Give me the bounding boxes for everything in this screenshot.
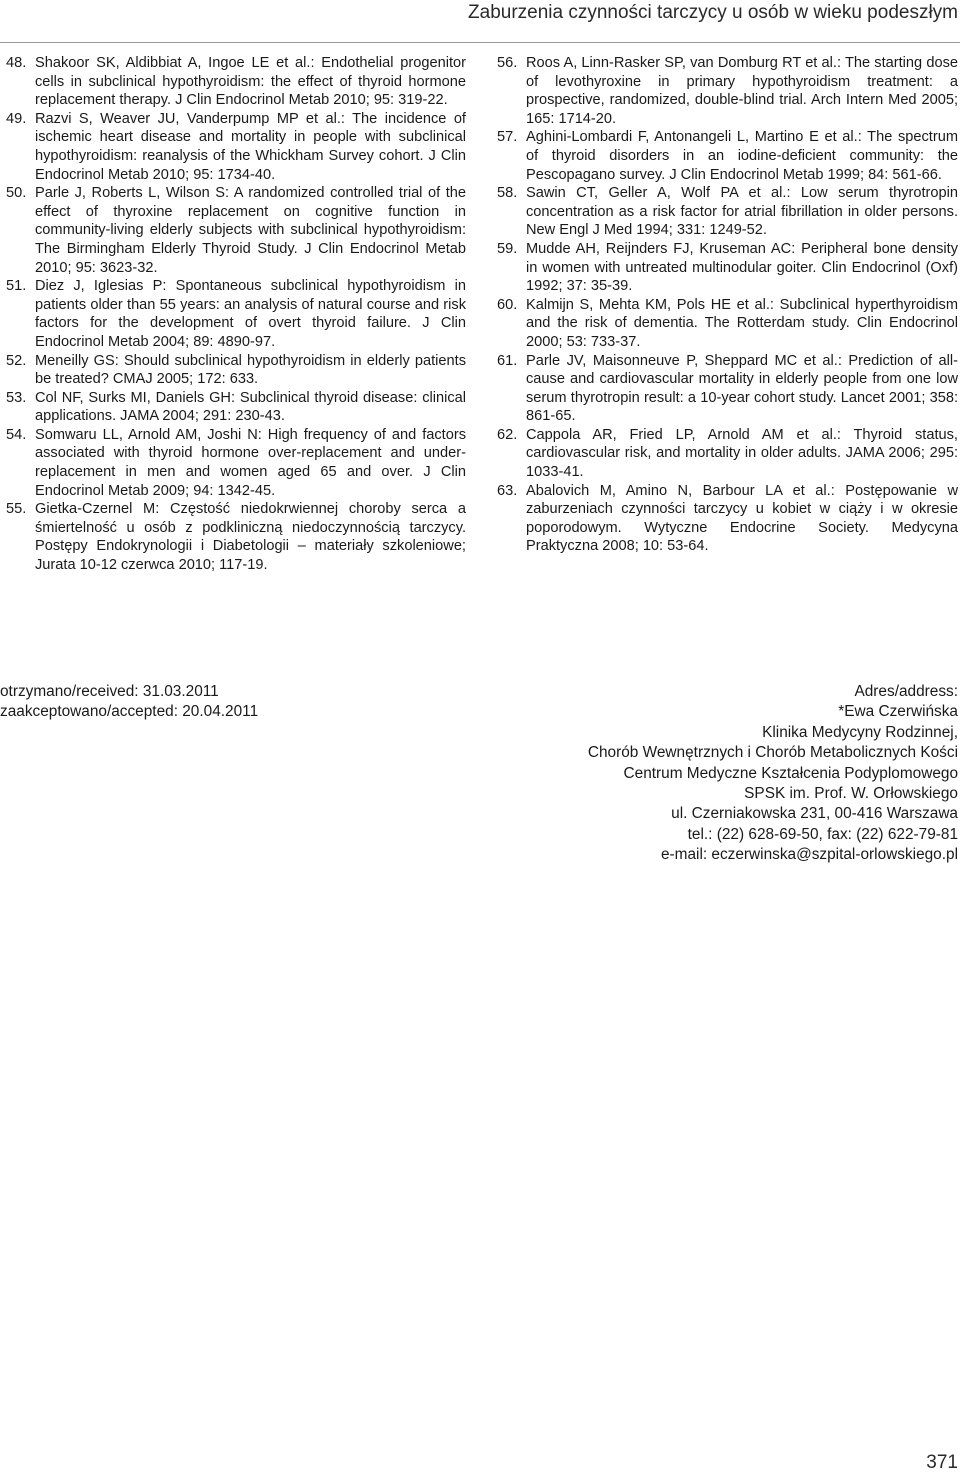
reference-number: 56.: [497, 55, 518, 71]
reference-item: [497, 296, 958, 352]
author-name: *Ewa Czerwińska: [838, 703, 958, 721]
reference-item: [6, 277, 466, 351]
article-dates: [0, 682, 258, 723]
reference-item: [497, 128, 958, 184]
reference-number: 48.: [6, 55, 27, 71]
reference-text: Razvi S, Weaver JU, Vanderpump MP et al.: The incidence of ischemic heart disease and mortality in people with subclinical hypothyroidism: reanalysis of the Whickham Survey cohort. J Clin Endocrinol Metab 2010; 95: 1734-40.: [35, 110, 466, 183]
reference-text: Cappola AR, Fried LP, Arnold AM et al.: Thyroid status, cardiovascular risk, and mortality in older adults. JAMA 2006; 295: 1033-41.: [526, 426, 958, 481]
reference-number: 51.: [6, 278, 27, 295]
reference-text: Gietka-Czernel M: Częstość niedokrwiennej choroby serca a śmiertelność u osób z podkliniczną niedoczynnością tarczycy. Postępy Endokrynologii i Diabetologii – materiały szkoleniowe; Jurata 10-12 czerwca 2010; 117-19.: [35, 501, 466, 574]
address-label: Adres/address:: [854, 683, 958, 700]
reference-item: [497, 426, 958, 482]
address-line: Klinika Medycyny Rodzinnej,: [762, 723, 958, 741]
reference-number: 58.: [497, 185, 518, 202]
reference-text: Diez J, Iglesias P: Spontaneous subclinical hypothyroidism in patients older than 55 years: an analysis of natural course and risk factors for the development of overt thyroid failure. J Clin Endocrinol Metab 2004; 89: 4890-97.: [35, 278, 466, 350]
reference-number: 62.: [497, 426, 518, 443]
reference-text: Abalovich M, Amino N, Barbour LA et al.: Postępowanie w zaburzeniach czynności tarczycy u kobiet w ciąży i w okresie poporodowym. Wytyczne Endocrine Society. Medycyna Praktyczna 2008; 10: 53-64.: [526, 482, 958, 555]
received-date: otrzymano/received: 31.03.2011: [0, 683, 219, 700]
reference-number: 50.: [6, 185, 27, 202]
reference-number: 52.: [6, 352, 27, 369]
address-line: ul. Czerniakowska 231, 00-416 Warszawa: [671, 805, 958, 823]
reference-item: [6, 110, 466, 184]
reference-text: Shakoor SK, Aldibbiat A, Ingoe LE et al.: Endothelial progenitor cells in subclinical hypothyroidism: the effect of thyroid hormone replacement therapy. J Clin Endocrinol Metab 2010; 95: 319-22.: [35, 55, 466, 109]
reference-item: [497, 240, 958, 296]
reference-number: 61.: [497, 352, 518, 369]
reference-item: [497, 352, 958, 426]
address-line: SPSK im. Prof. W. Orłowskiego: [744, 785, 958, 803]
reference-text: Col NF, Surks MI, Daniels GH: Subclinical thyroid disease: clinical applications. JAMA 2004; 291: 230-43.: [35, 389, 466, 425]
reference-number: 63.: [497, 482, 518, 499]
reference-item: [6, 500, 466, 574]
email-address: e-mail: eczerwinska@szpital-orlowskiego.pl: [660, 846, 958, 864]
correspondence-address: [458, 682, 958, 866]
phone-fax: tel.: (22) 628-69-50, fax: (22) 622-79-81: [687, 825, 958, 843]
reference-item: [6, 54, 466, 110]
reference-text: Mudde AH, Reijnders FJ, Kruseman AC: Peripheral bone density in women with untreated multinodular goiter. Clin Endocrinol (Oxf) 1992; 37: 35-39.: [526, 240, 958, 295]
running-header: [0, 0, 960, 43]
reference-text: Meneilly GS: Should subclinical hypothyroidism in elderly patients be treated? CMAJ 2005; 172: 633.: [35, 352, 466, 388]
reference-item: [6, 352, 466, 389]
reference-item: [6, 426, 466, 500]
reference-item: [497, 482, 958, 556]
reference-text: Kalmijn S, Mehta KM, Pols HE et al.: Subclinical hyperthyroidism and the risk of dementia. The Rotterdam study. Clin Endocrinol 2000; 53: 733-37.: [526, 296, 958, 350]
reference-number: 49.: [6, 110, 27, 127]
reference-text: Aghini-Lombardi F, Antonangeli L, Martino E et al.: The spectrum of thyroid disorders in an iodine-deficient community: the Pescopagano survey. J Clin Endocrinol Metab 1999; 84: 561-66.: [526, 129, 958, 183]
reference-item: [6, 389, 466, 426]
reference-item: [497, 54, 958, 128]
reference-text: Somwaru LL, Arnold AM, Joshi N: High frequency of and factors associated with thyroid hormone over-replacement and under-replacement in men and women aged 65 and over. J Clin Endocrinol Metab 2009; 94: 1342-45.: [35, 426, 466, 499]
reference-text: Parle JV, Maisonneuve P, Sheppard MC et al.: Prediction of all-cause and cardiovascular mortality in elderly people from one low serum thyrotropin result: a 10-year cohort study. Lancet 2001; 358: 861-65.: [526, 352, 958, 425]
address-line: Chorób Wewnętrznych i Chorób Metabolicznych Kości: [587, 744, 958, 762]
reference-number: 54.: [6, 426, 27, 443]
reference-number: 59.: [497, 240, 518, 257]
reference-text: Parle J, Roberts L, Wilson S: A randomized controlled trial of the effect of thyroxine replacement on cognitive function in community-living elderly subjects with subclinical hypothyroidism: The Birmingham Elderly Thyroid Study. J Clin Endocrinol Metab 2010; 95: 3623-32.: [35, 185, 466, 276]
reference-text: Sawin CT, Geller A, Wolf PA et al.: Low serum thyrotropin concentration as a risk factor for atrial fibrillation in older persons. New Engl J Med 1994; 331: 1249-52.: [526, 185, 958, 239]
accepted-date: zaakceptowano/accepted: 20.04.2011: [0, 703, 259, 721]
address-line: Centrum Medyczne Kształcenia Podyplomowego: [623, 764, 958, 782]
reference-text: Roos A, Linn-Rasker SP, van Domburg RT et al.: The starting dose of levothyroxine in primary hypothyroidism treatment: a prospective, randomized, double-blind trial. Arch Intern Med 2005; 165: 1714-20.: [526, 55, 958, 127]
reference-number: 53.: [6, 389, 27, 406]
reference-number: 57.: [497, 129, 518, 146]
references-column-right: [497, 54, 958, 556]
reference-item: [6, 184, 466, 277]
reference-number: 60.: [497, 296, 518, 313]
reference-number: 55.: [6, 501, 27, 518]
references-column-left: [6, 54, 466, 575]
reference-item: [497, 184, 958, 240]
page-number: 371: [926, 1452, 958, 1473]
running-header-title: Zaburzenia czynności tarczycy u osób w wieku podeszłym: [468, 2, 958, 23]
